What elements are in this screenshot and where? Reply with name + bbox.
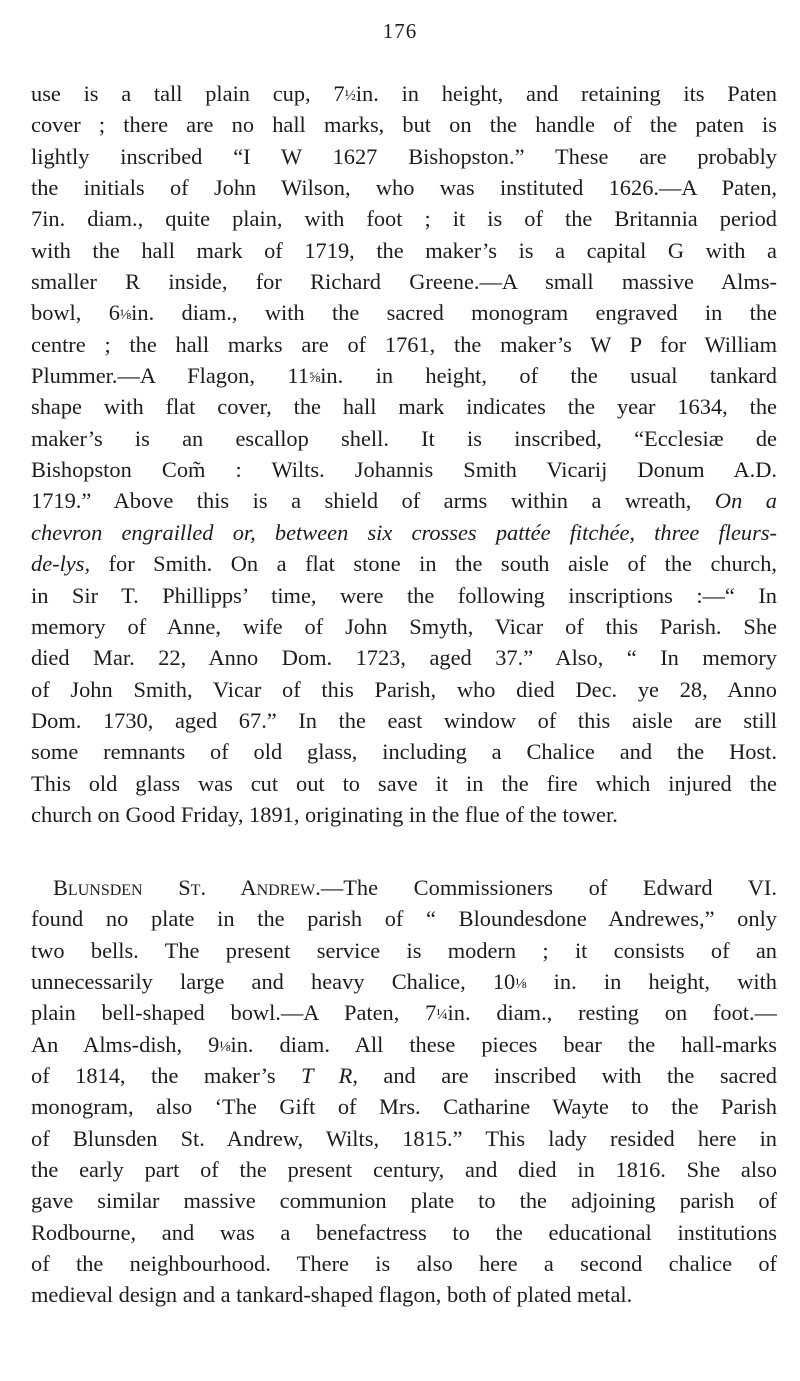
text-segment: of Blunsden St. Andrew, Wilts, 1815.” This lady resided here in [31,1125,777,1151]
text-segment: chevron engrailled or, between six crosses pattée fitchée, three fleurs- [31,519,777,545]
text-line [31,266,777,297]
text-segment: of John Smith, Vicar of this Parish, who died Dec. ye 28, Anno [31,676,777,702]
text-line [31,297,777,328]
text-line [31,580,777,611]
text-line [31,872,777,903]
text-segment: centre ; the hall marks are of 1761, the maker’s W P for William [31,331,777,357]
text-line [31,391,777,422]
text-segment: 1719.” Above this is a shield of arms within a wreath, [31,488,715,514]
text-segment: of the neighbourhood. There is also here a second chalice of [31,1251,777,1277]
text-line [31,674,777,705]
text-line [31,611,777,642]
text-segment: Blunsden St. Andrew. [53,875,321,900]
text-segment: for Smith. On a flat stone in the south aisle of the church, [90,551,777,577]
text-segment: in. in height, with [526,969,777,995]
text-segment: church on Good Friday, 1891, originating in the flue of the tower. [31,801,618,827]
text-segment: in. in height, of the usual tankard [320,363,777,389]
text-segment: some remnants of old glass, including a Chalice and the Host. [31,739,777,765]
text-segment: memory of Anne, wife of John Smyth, Vicar of this Parish. She [31,613,777,639]
text-segment: lightly inscribed “I W 1627 Bishopston.” These are probably [31,143,777,169]
text-segment: This old glass was cut out to save it in the fire which injured the [31,770,777,796]
text-line [31,423,777,454]
text-line [31,768,777,799]
text-segment: cover ; there are no hall marks, but on the handle of the paten is [31,112,777,138]
text-line [31,1185,777,1216]
text-segment: unnecessarily large and heavy Chalice, 10 [31,969,516,995]
text-segment: found no plate in the parish of “ Bloundesdone Andrewes,” only [31,906,777,932]
text-segment: ⅝ [308,370,321,387]
text-line [31,935,777,966]
paragraph-bishopston [31,78,777,830]
text-line [31,1091,777,1122]
text-line [31,454,777,485]
text-line [31,109,777,140]
text-line [31,705,777,736]
text-segment: medieval design and a tankard-shaped flagon, both of plated metal. [31,1282,633,1308]
text-line [31,799,777,830]
text-segment: ⅛ [219,1038,231,1055]
text-line [31,235,777,266]
text-segment: An Alms-dish, 9 [31,1031,220,1057]
text-segment: in. diam., resting on foot.— [447,1000,777,1026]
text-line [31,329,777,360]
text-line [31,642,777,673]
text-segment: with the hall mark of 1719, the maker’s is a capital G with a [31,237,777,263]
text-segment: shape with flat cover, the hall mark indicates the year 1634, the [31,394,777,420]
text-line [31,203,777,234]
text-line [31,966,777,997]
text-segment: —The Commissioners of Edward VI. [320,875,777,900]
text-segment: ⅛ [119,307,132,324]
text-line [31,485,777,516]
text-segment: ¼ [436,1007,448,1024]
text-segment: , and are inscribed with the sacred [352,1063,777,1089]
text-segment: in. diam. All these pieces bear the hall-marks [230,1031,777,1057]
text-line [31,141,777,172]
text-segment: ⅛ [515,976,527,993]
text-line [31,903,777,934]
text-segment: use is a tall plain cup, 7 [31,81,345,106]
text-segment: in. diam., with the sacred monogram engraved in the [131,300,777,326]
text-line [31,548,777,579]
text-segment: maker’s is an escallop shell. It is inscribed, “Ecclesiæ de [31,425,777,451]
text-line [31,997,777,1028]
text-segment: Bishopston Com̃ : Wilts. Johannis Smith Vicarij Donum A.D. [31,457,777,483]
text-line [31,1217,777,1248]
text-segment: in. in height, and retaining its Paten [355,81,777,106]
text-segment: Dom. 1730, aged 67.” In the east window of this aisle are still [31,707,777,733]
text-line [31,1060,777,1091]
text-segment: On a [714,488,777,514]
text-segment: bowl, 6 [31,300,120,326]
text-segment: smaller R inside, for Richard Greene.—A small massive Alms- [31,269,777,295]
text-segment: of 1814, the maker’s [31,1063,302,1089]
text-line [31,736,777,767]
text-segment: the initials of John Wilson, who was instituted 1626.—A Paten, [31,175,777,201]
text-segment: 7in. diam., quite plain, with foot ; it is of the Britannia period [31,206,777,232]
text-line [31,1123,777,1154]
text-segment: Plummer.—A Flagon, 11 [31,363,309,389]
page-number: 176 [382,19,418,43]
text-line [31,360,777,391]
text-line [31,172,777,203]
text-segment: two bells. The present service is modern ; it consists of an [31,937,777,963]
text-segment: the early part of the present century, and died in 1816. She also [31,1157,777,1183]
text-segment: gave similar massive communion plate to the adjoining parish of [31,1188,777,1214]
text-line [31,1029,777,1060]
text-segment: died Mar. 22, Anno Dom. 1723, aged 37.” Also, “ In memory [31,645,777,671]
text-segment: monogram, also ‘The Gift of Mrs. Catharine Wayte to the Parish [31,1094,777,1120]
text-segment: ½ [344,88,356,104]
text-line [31,78,777,109]
text-segment: plain bell-shaped bowl.—A Paten, 7 [31,1000,437,1026]
text-line [31,1248,777,1279]
text-segment: in Sir T. Phillipps’ time, were the following inscriptions :—“ In [31,582,777,608]
text-line [31,1154,777,1185]
text-line [31,517,777,548]
text-segment: T R [301,1063,353,1089]
text-segment: Rodbourne, and was a benefactress to the educational institutions [31,1219,777,1245]
text-line [31,1279,777,1310]
text-segment: de-lys, [31,551,91,577]
paragraph-blunsden [31,872,777,1311]
